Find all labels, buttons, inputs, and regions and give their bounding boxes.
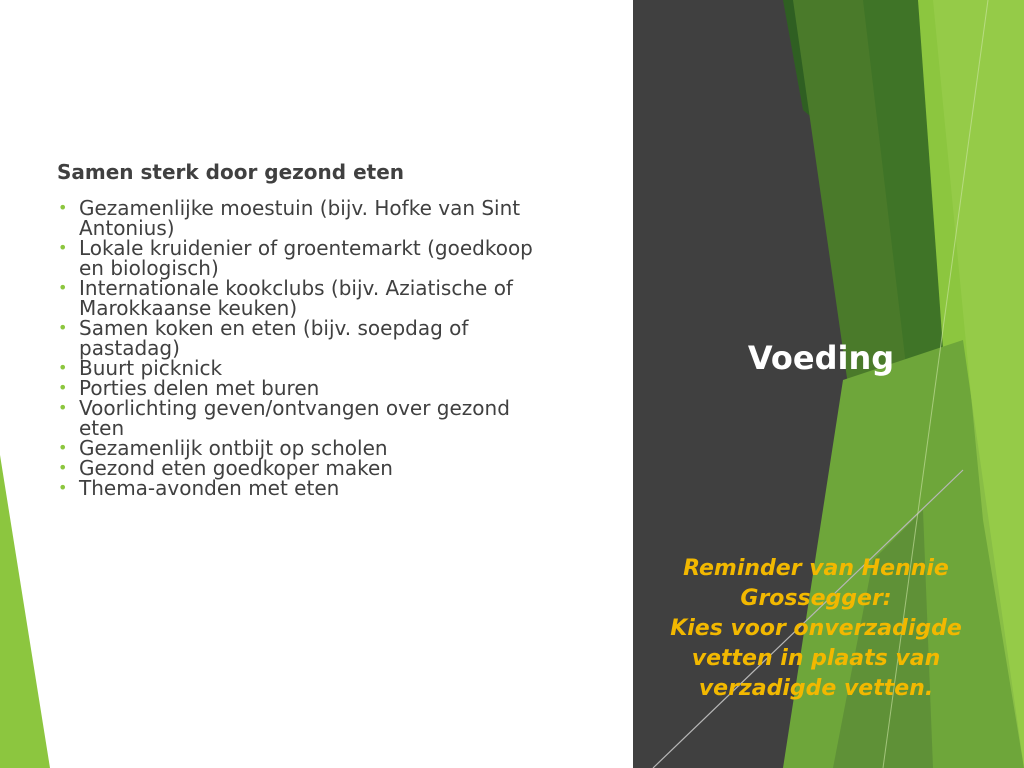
slide-title: Voeding	[747, 339, 895, 377]
reminder-line: Kies voor onverzadigde	[670, 616, 962, 641]
left-green-stripe	[0, 0, 60, 768]
bullet-list	[57, 198, 597, 498]
bullet-dot-icon: •	[58, 238, 68, 257]
list-item: • Gezamenlijk ontbijt op scholen	[58, 436, 388, 460]
list-item: • Buurt picknick	[58, 356, 223, 380]
list-item: • Lokale kruidenier of groentemarkt (goedkoop en biologisch)	[58, 236, 533, 280]
title-panel	[633, 0, 1024, 768]
reminder-line: Reminder van Hennie	[683, 556, 949, 581]
content-area	[57, 160, 597, 498]
list-item: • Internationale kookclubs (bijv. Aziatische of Marokkaanse keuken)	[58, 276, 513, 320]
reminder-line: verzadigde vetten.	[698, 676, 934, 701]
bullet-dot-icon: •	[58, 198, 68, 217]
reminder-note	[661, 554, 971, 704]
bullet-dot-icon: •	[58, 278, 68, 297]
list-item: • Samen koken en eten (bijv. soepdag of pastadag)	[58, 316, 469, 360]
bullet-dot-icon: •	[58, 398, 68, 417]
list-item: • Gezamenlijke moestuin (bijv. Hofke van Sint Antonius)	[58, 196, 521, 240]
bullet-dot-icon: •	[58, 378, 68, 397]
bullet-dot-icon: •	[58, 318, 68, 337]
bullet-dot-icon: •	[58, 478, 68, 497]
list-item: • Gezond eten goedkoper maken	[58, 456, 393, 480]
content-heading: Samen sterk door gezond eten	[57, 160, 404, 184]
reminder-line: vetten in plaats van	[691, 646, 941, 671]
bullet-dot-icon: •	[58, 438, 68, 457]
bullet-dot-icon: •	[58, 458, 68, 477]
reminder-line: Grossegger:	[740, 586, 892, 611]
list-item: • Porties delen met buren	[58, 376, 320, 400]
list-item: • Voorlichting geven/ontvangen over gezond eten	[58, 396, 510, 440]
list-item: • Thema-avonden met eten	[58, 476, 340, 500]
bullet-dot-icon: •	[58, 358, 68, 377]
